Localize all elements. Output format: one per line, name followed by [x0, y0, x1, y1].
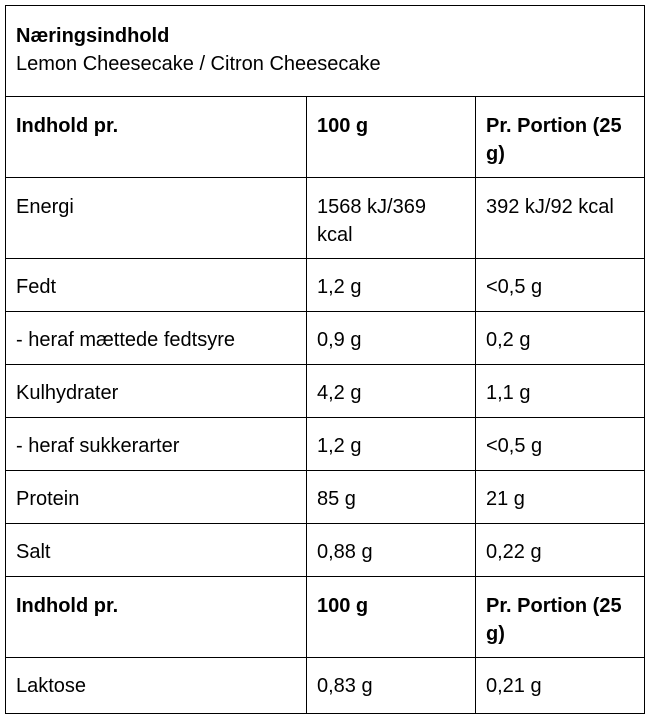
table-row — [6, 658, 645, 714]
row-per-portion: <0,5 g — [476, 259, 645, 312]
table-row — [6, 418, 645, 471]
header-row — [6, 577, 645, 658]
row-label: Kulhydrater — [6, 365, 307, 418]
row-per-100g: 1,2 g — [307, 259, 476, 312]
row-label: Laktose — [6, 658, 307, 714]
row-label: Protein — [6, 471, 307, 524]
table-row — [6, 365, 645, 418]
table-title: Næringsindhold — [16, 25, 170, 47]
caption-cell — [6, 6, 645, 97]
header-label: Indhold pr. — [6, 577, 307, 658]
row-label: Fedt — [6, 259, 307, 312]
header-per-portion: Pr. Portion (25 g) — [476, 97, 645, 178]
row-per-100g: 0,83 g — [307, 658, 476, 714]
row-per-portion: 1,1 g — [476, 365, 645, 418]
table-row — [6, 178, 645, 259]
header-per-portion: Pr. Portion (25 g) — [476, 577, 645, 658]
row-per-portion: 0,22 g — [476, 524, 645, 577]
row-label: Salt — [6, 524, 307, 577]
table-row — [6, 312, 645, 365]
row-per-100g: 1568 kJ/369 kcal — [307, 178, 476, 259]
header-row — [6, 97, 645, 178]
row-label: Energi — [6, 178, 307, 259]
row-per-100g: 4,2 g — [307, 365, 476, 418]
caption-row — [6, 6, 645, 97]
header-per-100g: 100 g — [307, 97, 476, 178]
row-per-portion: <0,5 g — [476, 418, 645, 471]
row-label: - heraf mættede fedtsyre — [6, 312, 307, 365]
header-per-100g: 100 g — [307, 577, 476, 658]
table-row — [6, 259, 645, 312]
row-per-100g: 1,2 g — [307, 418, 476, 471]
row-label: - heraf sukkerarter — [6, 418, 307, 471]
header-label: Indhold pr. — [6, 97, 307, 178]
row-per-portion: 21 g — [476, 471, 645, 524]
nutrition-table — [5, 5, 645, 714]
row-per-portion: 0,21 g — [476, 658, 645, 714]
row-per-portion: 0,2 g — [476, 312, 645, 365]
row-per-portion: 392 kJ/92 kcal — [476, 178, 645, 259]
row-per-100g: 85 g — [307, 471, 476, 524]
table-subtitle: Lemon Cheesecake / Citron Cheesecake — [16, 53, 381, 75]
row-per-100g: 0,88 g — [307, 524, 476, 577]
table-row — [6, 524, 645, 577]
table-row — [6, 471, 645, 524]
row-per-100g: 0,9 g — [307, 312, 476, 365]
